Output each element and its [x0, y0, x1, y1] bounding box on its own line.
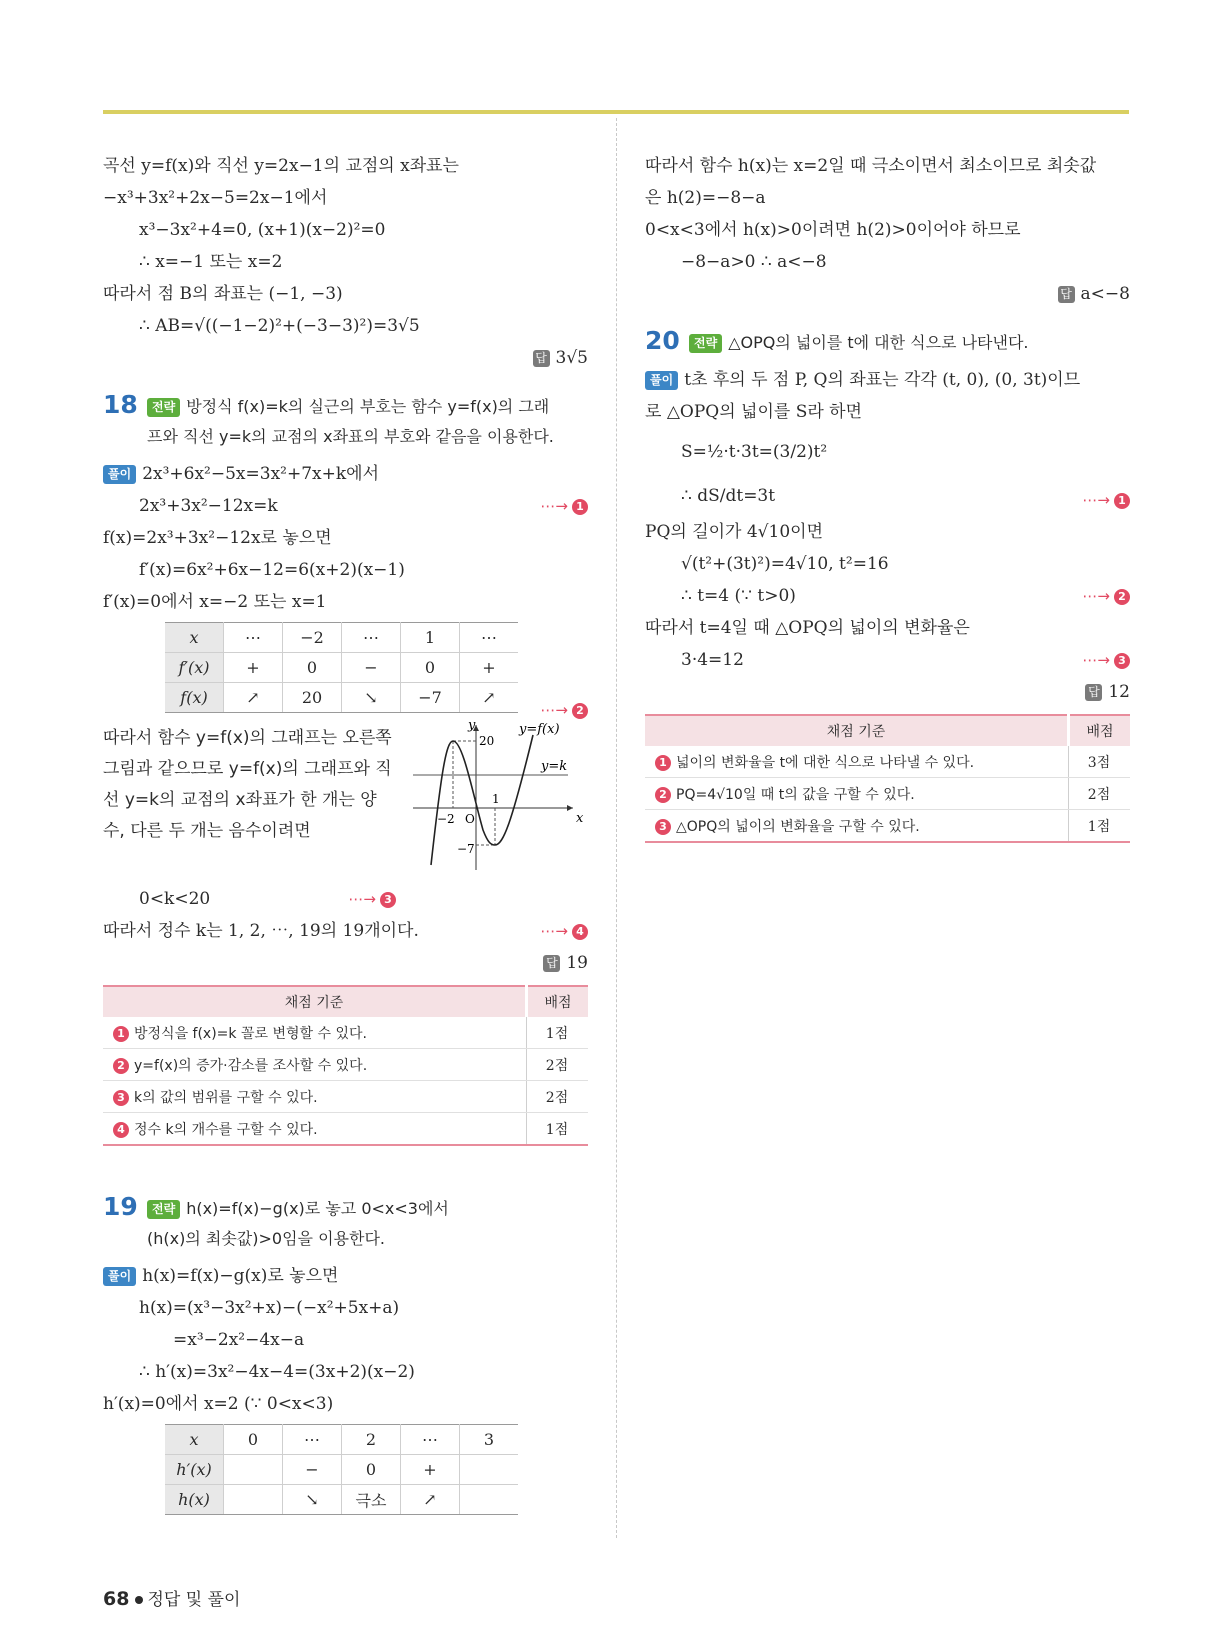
criteria-header: 채점 기준 [645, 715, 1069, 746]
problem-19-strategy: 19 전략 h(x)=f(x)−g(x)로 놓고 0<x<3에서 (h(x)의 최솟값)>0임을 이용한다. [103, 1192, 449, 1248]
strategy-tag: 전략 [147, 398, 180, 417]
sign-table-19: x 0 ⋯ 2 ⋯ 3 h′(x) − 0 + h(x) ↘ 극소 ↗ [165, 1424, 518, 1515]
table-row: 4 정수 k의 개수를 구할 수 있다. 1점 [103, 1113, 588, 1146]
cubic-graph [413, 715, 588, 875]
svg-text:−7: −7 [457, 842, 475, 856]
strategy-tag: 전략 [689, 334, 722, 353]
text-line: 따라서 정수 k는 1, 2, ⋯, 19의 19개이다. ⋯→ 4 [103, 915, 588, 947]
text-line: 0<x<3에서 h(x)>0이려면 h(2)>0이어야 하므로 [645, 220, 1021, 240]
table-row: 1 방정식을 f(x)=k 꼴로 변형할 수 있다. 1점 [103, 1017, 588, 1049]
graph-explanation: 따라서 함수 y=f(x)의 그래프는 오른쪽 그림과 같으므로 y=f(x)의 그래프와 직선 y=k의 교점의 x좌표가 한 개는 양수, 다른 두 개는 음수이려면 [103, 728, 392, 841]
step-marker: ⋯→ 4 [540, 915, 588, 947]
table-row: 2 PQ=4√10일 때 t의 값을 구할 수 있다. 2점 [645, 778, 1130, 810]
page-number: 68 [103, 1588, 130, 1610]
svg-text:1: 1 [492, 792, 500, 806]
answer-tag: 답 [1085, 684, 1102, 701]
text-line: ∴ h′(x)=3x²−4x−4=(3x+2)(x−2) [139, 1362, 415, 1382]
svg-text:−2: −2 [437, 812, 455, 826]
table-row: 3 k의 값의 범위를 구할 수 있다. 2점 [103, 1081, 588, 1113]
problem-20-strategy: 20 전략 △OPQ의 넓이를 t에 대한 식으로 나타낸다. [645, 326, 1029, 355]
text-line: −x³+3x²+2x−5=2x−1에서 [103, 188, 328, 208]
svg-text:20: 20 [479, 734, 495, 748]
step-marker: ⋯→ 2 [540, 701, 588, 719]
page-footer [103, 1585, 240, 1610]
text-line: ∴ t=4 (∵ t>0) ⋯→ 2 [645, 580, 1130, 612]
left-column [103, 150, 588, 1515]
answer-18: 답 19 [103, 947, 588, 979]
text-line: ∴ dS/dt=3t ⋯→ 1 [645, 476, 1130, 516]
solution-tag: 풀이 [645, 371, 678, 390]
solution-line: 풀이 2x³+6x²−5x=3x²+7x+k에서 [103, 458, 588, 490]
svg-text:x: x [576, 811, 584, 826]
answer-19: 답 a<−8 [645, 278, 1130, 310]
solution-tag: 풀이 [103, 465, 136, 484]
step-marker: ⋯→ 2 [1082, 580, 1130, 612]
problem-number: 18 [103, 390, 138, 419]
sign-table-18: x ⋯ −2 ⋯ 1 ⋯ f′(x) + 0 − 0 + f(x) ↗ 20 ↘ −7 ↗ [165, 622, 518, 713]
svg-text:y=f(x): y=f(x) [519, 722, 560, 737]
text-line: PQ의 길이가 4√10이면 [645, 522, 823, 542]
text-line: −8−a>0 ∴ a<−8 [681, 252, 827, 272]
text-line: x³−3x²+4=0, (x+1)(x−2)²=0 [139, 220, 386, 240]
grading-table-20 [645, 714, 1130, 843]
text-line: 따라서 점 B의 좌표는 (−1, −3) [103, 284, 343, 304]
svg-text:y=k: y=k [541, 759, 568, 774]
text-line: f′(x)=0에서 x=−2 또는 x=1 [103, 592, 327, 612]
text-line: =x³−2x²−4x−a [173, 1330, 305, 1350]
table-row: 1 넓이의 변화율을 t에 대한 식으로 나타낼 수 있다. 3점 [645, 746, 1130, 778]
answer-17: 답 3√5 [103, 342, 588, 374]
text-line: h(x)=(x³−3x²+x)−(−x²+5x+a) [139, 1298, 400, 1318]
text-line: 3·4=12 ⋯→ 3 [645, 644, 1130, 676]
table-row: 3 △OPQ의 넓이의 변화율을 구할 수 있다. 1점 [645, 810, 1130, 843]
text-line: 따라서 t=4일 때 △OPQ의 넓이의 변화율은 [645, 618, 970, 638]
solution-line: 풀이 h(x)=f(x)−g(x)로 놓으면 [103, 1260, 588, 1292]
answer-tag: 답 [533, 350, 550, 367]
table-row: 2 y=f(x)의 증가·감소를 조사할 수 있다. 2점 [103, 1049, 588, 1081]
step-marker: ⋯→ 1 [540, 490, 588, 522]
answer-tag: 답 [1058, 286, 1075, 303]
points-header: 배점 [1069, 715, 1131, 746]
points-header: 배점 [527, 986, 589, 1017]
solution-line: 풀이 t초 후의 두 점 P, Q의 좌표는 각각 (t, 0), (0, 3t)이므 [645, 364, 1130, 396]
criteria-header: 채점 기준 [103, 986, 527, 1017]
grading-table-18 [103, 985, 588, 1146]
svg-text:y: y [468, 718, 476, 733]
text-line: ∴ x=−1 또는 x=2 [139, 252, 283, 272]
svg-text:O: O [465, 812, 475, 826]
strategy-tag: 전략 [147, 1200, 180, 1219]
answer-tag: 답 [543, 955, 560, 972]
text-line: f′(x)=6x²+6x−12=6(x+2)(x−1) [139, 560, 405, 580]
text-line: 0<k<20 ⋯→ 3 [103, 883, 588, 915]
text-line: 따라서 함수 h(x)는 x=2일 때 극소이면서 최소이므로 최솟값 [645, 156, 1097, 176]
text-line: 2x³+3x²−12x=k ⋯→ 1 [103, 490, 588, 522]
right-column [645, 150, 1130, 843]
text-line: h′(x)=0에서 x=2 (∵ 0<x<3) [103, 1394, 334, 1414]
text-line: 은 h(2)=−8−a [645, 188, 766, 208]
graph-section [103, 718, 588, 883]
text-line: f(x)=2x³+3x²−12x로 놓으면 [103, 528, 332, 548]
text-line: S=½·t·3t=(3/2)t² [681, 442, 828, 462]
top-rule [103, 110, 1129, 114]
step-marker: ⋯→ 3 [1082, 644, 1130, 676]
footer-label: 정답 및 풀이 [147, 1590, 241, 1610]
problem-number: 20 [645, 326, 680, 355]
text-line: 곡선 y=f(x)와 직선 y=2x−1의 교점의 x좌표는 [103, 156, 459, 176]
text-line: 로 △OPQ의 넓이를 S라 하면 [645, 402, 863, 422]
column-divider [616, 118, 617, 1538]
answer-20: 답 12 [645, 676, 1130, 708]
solution-tag: 풀이 [103, 1267, 136, 1286]
text-line: ∴ AB=√((−1−2)²+(−3−3)²)=3√5 [139, 316, 420, 336]
bullet-icon [135, 1596, 143, 1604]
step-marker: ⋯→ 1 [1082, 480, 1130, 520]
text-line: √(t²+(3t)²)=4√10, t²=16 [681, 554, 889, 574]
problem-18-strategy: 18 전략 방정식 f(x)=k의 실근의 부호는 함수 y=f(x)의 그래 프와 직선 y=k의 교점의 x좌표의 부호와 같음을 이용한다. [103, 390, 554, 446]
problem-number: 19 [103, 1192, 138, 1221]
step-marker: ⋯→ 3 [348, 883, 396, 915]
